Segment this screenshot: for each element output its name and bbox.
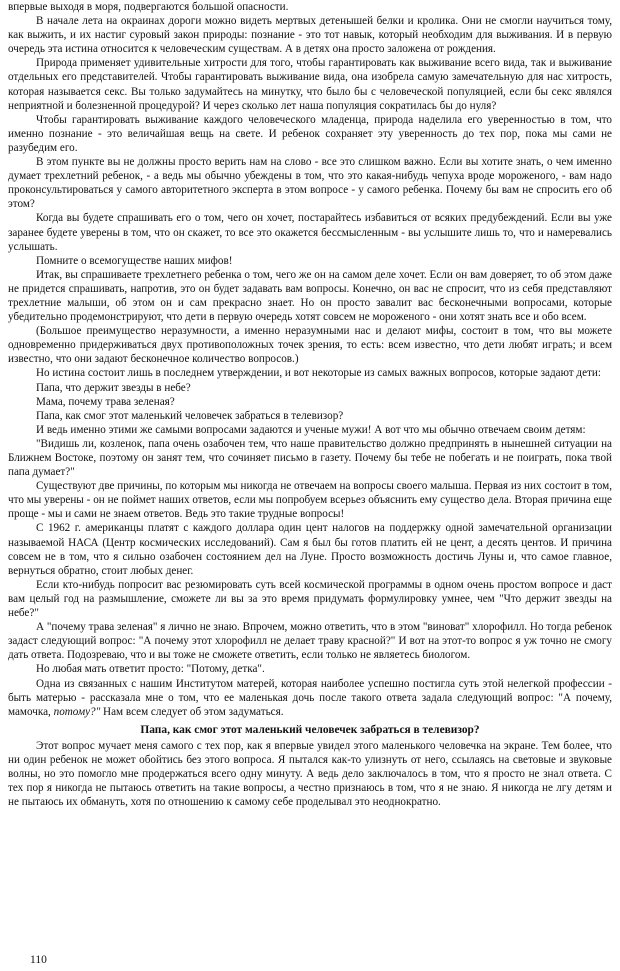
italic-text: потому?" [53,705,101,718]
paragraph-text: Одна из связанных с нашим Институтом матерей, которая наиболее успешно постигла суть этой нелегкой профессии - быть матерью - рассказала мне о том, что ее маленькая дочь после такого ответа задала следующий вопрос: "А почему, мамочка, [8,677,612,718]
question-line: Папа, что держит звезды в небе? [36,381,191,394]
question-line: Папа, как смог этот маленький человечек забраться в телевизор? [36,409,344,422]
paragraph: Природа применяет удивительные хитрости для того, чтобы гарантировать как выживание всего вида, так и выживание отдельных его представителей. Чтобы гарантировать выживание вида, она изобрела самую замечательную для нас хитрость, которая называется секс. Вы только задумайтесь на минутку, что было бы с человеческой популяцией, если бы секс являлся неприятной и болезненной процедурой? И через сколько лет наша популяция сократилась бы до нуля? [8,57,612,112]
paragraph: "Видишь ли, козленок, папа очень озабочен тем, что наше правительство должно предпринять в нынешней ситуации на Ближнем Востоке, поэтому он занят тем, что сочиняет письмо в газету. Почему бы тебе не побегать и не поиграть, пока твой папа думает?" [8,437,612,479]
paragraph-text-after: Нам всем следует об этом задуматься. [100,705,284,718]
page-number: 110 [30,954,47,966]
paragraph: (Большое преимущество неразумности, а именно неразумными нас и делают мифы, состоит в том, что вы можете одновременно придерживаться двух противоположных точек зрения, то есть: всем известно, что дети любят играть; и всем известно, что они задают бесконечное количество вопросов.) [8,325,612,366]
paragraph: Существуют две причины, по которым мы никогда не отвечаем на вопросы своего малыша. Первая из них состоит в том, что мы уверены - он не поймет наших ответов, если мы попробуем всерьез объяснить ему существо дела. Вторая причина еще проще - мы и сами не знаем ответов. Ведь это такие трудные вопросы! [8,480,612,521]
question-line: Мама, почему трава зеленая? [36,395,175,408]
paragraph: Итак, вы спрашиваете трехлетнего ребенка о том, чего же он на самом деле хочет. Если он вам доверяет, то об этом даже не придется спрашивать, напротив, это он будет задавать вам вопросы. Конечно, он вас не спросит, что из себя представляют трехлетние малыши, об этом он и сам прекрасно знает. Но он просто завалит вас бесконечными вопросами, которые убедительно продемонстрируют, что дети в первую очередь хотят совсем не мороженого - они хотят знать все и обо всем. [8,268,612,324]
paragraph: Когда вы будете спрашивать его о том, чего он хочет, постарайтесь избавиться от всяких предубеждений. Если вы уже заранее будете уверены в том, что он скажет, то все это окажется бессмысленным - вы услышите лишь то, что и намеревались услышать. [8,212,612,253]
paragraph: Этот вопрос мучает меня самого с тех пор, как я впервые увидел этого маленького человечка на экране. Тем более, что ни один ребенок не может обойтись без этого вопроса. Я пытался как-то улизнуть от него, ссылаясь на световые и звуковые волны, но это помогло мне продержаться всего одну минуту. А ведь дело заключалось в том, что я просто не знал ответа. С тех пор я никогда не пытаюсь ответить на такие вопросы, а честно признаюсь в том, что я не знаю. Я никогда не лгу детям и не пытаюсь их обмануть, хотя по отношению к самому себе проделывал это неоднократно. [8,739,612,809]
paragraph: впервые выходя в моря, подвергаются большой опасности. [8,1,289,13]
paragraph: Чтобы гарантировать выживание каждого человеческого младенца, природа наделила его уверенностью в том, что именно познание - это величайшая вещь на свете. И ребенок сохраняет эту уверенность до тех пор, пока мы сами не разубедим его. [8,113,612,154]
paragraph: Но любая мать ответит просто: "Потому, детка". [36,663,265,676]
paragraph: С 1962 г. американцы платят с каждого доллара один цент налогов на поддержку одной замечательной организации называемой НАСА (Центр космических исследований). Сам я был бы готов платить ей не цент, а десять центов. И причина совсем не в том, что я сильно озабочен состоянием дел на Луне. Просто возможность достичь Луны и, что самое главное, вернуться обратно, стоит любых денег. [8,522,612,577]
paragraph: Помните о всемогуществе наших мифов! [36,254,233,267]
paragraph: И ведь именно этими же самыми вопросами задаются и ученые мужи! А вот что мы обычно отвечаем своим детям: [36,423,586,436]
paragraph: В этом пункте вы не должны просто верить нам на слово - все это слишком важно. Если вы хотите знать, о чем именно думает трехлетний ребенок, - а ведь мы обычно убеждены в том, что это какая-нибудь чепуха вроде мороженого, - вам надо проконсультироваться у самого авторитетного эксперта в этом вопросе - у самого ребенка. Почему бы вам не спросить его об этом? [8,156,612,211]
paragraph [8,677,612,719]
paragraph: Но истина состоит лишь в последнем утверждении, и вот некоторые из самых важных вопросов, которые задают дети: [36,367,601,380]
paragraph: А "почему трава зеленая" я лично не знаю. Впрочем, можно ответить, что в этом "виноват" хлорофилл. Но тогда ребенок задаст следующий вопрос: "А почему этот хлорофилл не делает траву красной?" И вот на этот-то вопрос я уж точно не смогу дать ответа. Подозреваю, что и вы тоже не сможете ответить, если только не являетесь биологом. [8,621,612,662]
paragraph: Если кто-нибудь попросит вас резюмировать суть всей космической программы в одном очень простом вопросе и даст вам целый год на размышление, сможете ли вы за это время придумать формулировку умнее, чем "Что держит звезды на небе?" [8,578,612,620]
section-heading: Папа, как смог этот маленький человечек забраться в телевизор? [140,723,480,736]
body-text [8,0,612,809]
paragraph: В начале лета на окраинах дороги можно видеть мертвых детенышей белки и кролика. Они не смогли научиться тому, как выжить, и их настиг суровый закон природы: познание - это тот навык, который необходим для выживания. И в первую очередь эта истина относится к человеческим существам. А в детях она просто заложена от рождения. [8,15,612,56]
